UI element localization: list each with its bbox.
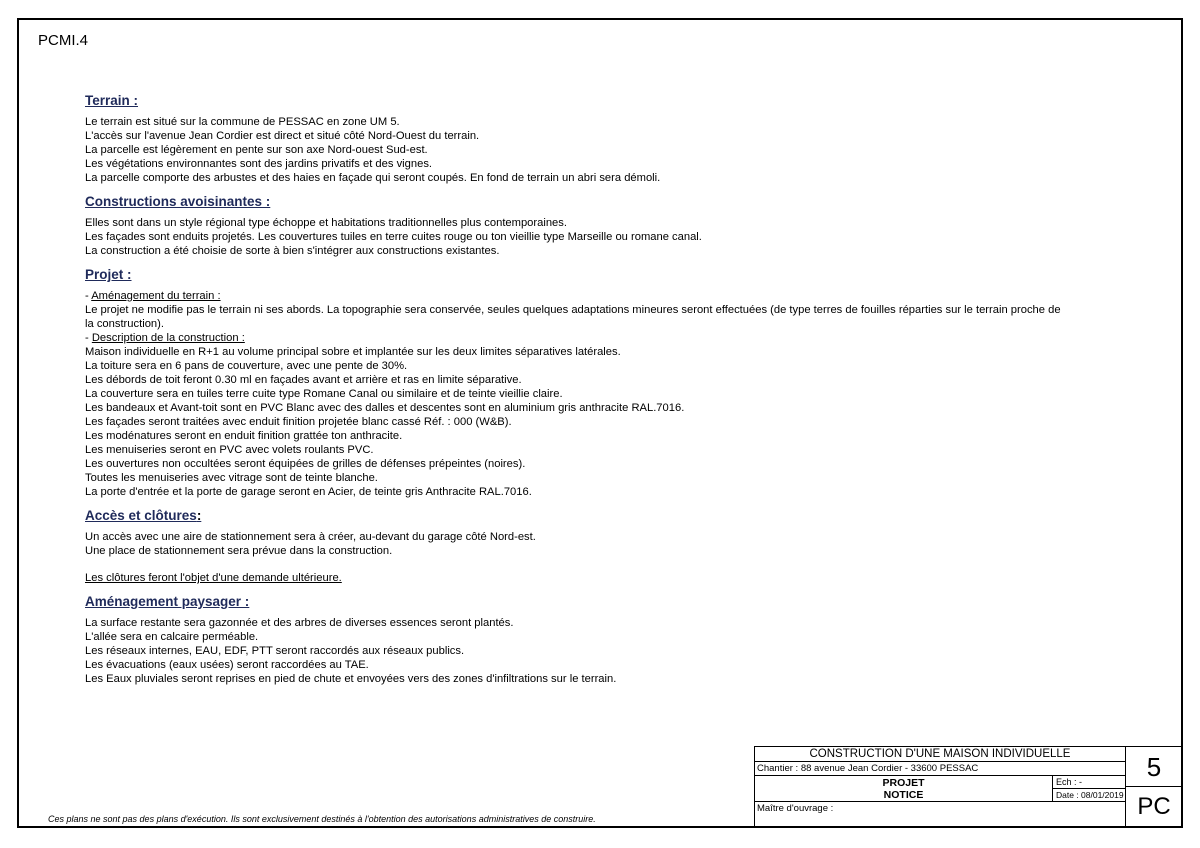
chantier-address: Chantier : 88 avenue Jean Cordier - 33600 PESSAC (755, 762, 1125, 776)
text-line: Les réseaux internes, EAU, EDF, PTT seront raccordés aux réseaux publics. (85, 645, 465, 657)
text-line: Les débords de toit feront 0.30 ml en façades avant et arrière et ras en limite séparative. (85, 374, 522, 386)
text-line: Une place de stationnement sera prévue dans la construction. (85, 545, 393, 557)
text-line: Les bandeaux et Avant-toit sont en PVC Blanc avec des dalles et descentes sont en aluminium gris anthracite RAL.7016. (85, 402, 685, 414)
text-line: Les Eaux pluviales seront reprises en pied de chute et envoyées vers des zones d'infiltrations sur le terrain. (85, 673, 617, 685)
notice-content (85, 93, 1145, 695)
projet-label: PROJET (882, 777, 925, 789)
maitre-ouvrage-label: Maître d'ouvrage : (757, 803, 834, 814)
scale-label: Ech : - (1053, 776, 1125, 789)
text-line: Les façades seront traitées avec enduit finition projetée blanc cassé Réf. : 000 (W&B). (85, 416, 512, 428)
section-acces (85, 508, 1145, 585)
text-line: Les végétations environnantes sont des jardins privatifs et des vignes. (85, 158, 433, 170)
text-line: Le projet ne modifie pas le terrain ni ses abords. La topographie sera conservée, seules quelques adaptations mineures seront effectuées (de type terres de fouilles réparties sur le terrain proche de (85, 304, 1061, 316)
section-body-terrain (85, 115, 1145, 185)
section-terrain (85, 93, 1145, 185)
title-block-main (754, 746, 1126, 828)
section-constructions (85, 194, 1145, 258)
text-line: La toiture sera en 6 pans de couverture, avec une pente de 30%. (85, 360, 408, 372)
text-line: Toutes les menuiseries avec vitrage sont de teinte blanche. (85, 472, 378, 484)
date-label: Date : 08/01/2019 (1056, 790, 1124, 800)
spacer (85, 558, 1145, 571)
subsection-heading (85, 289, 1145, 303)
text-line: Les modénatures seront en enduit finition grattée ton anthracite. (85, 430, 403, 442)
section-body-constructions (85, 216, 1145, 258)
text-line: L'allée sera en calcaire perméable. (85, 631, 259, 643)
section-title-acces (85, 508, 1145, 524)
subsection-title-description: Description de la construction : (91, 332, 245, 344)
subsection-title-amenagement-terrain: Aménagement du terrain : (91, 290, 221, 302)
section-title-projet: Projet : (85, 267, 132, 282)
dash: - (85, 290, 92, 302)
section-body-amenagement-paysager (85, 616, 1145, 686)
title-block-middle (755, 776, 1125, 802)
text-line: la construction). (85, 318, 164, 330)
notice-label: NOTICE (883, 789, 924, 801)
text-line: Les menuiseries seront en PVC avec volets roulants PVC. (85, 444, 374, 456)
text-line: La porte d'entrée et la porte de garage seront en Acier, de teinte gris Anthracite RAL.7016. (85, 486, 532, 498)
section-title-acces-colon: : (196, 508, 202, 523)
sheet-code: PC (1126, 787, 1183, 828)
document-id: PCMI.4 (38, 32, 89, 49)
disclaimer: Ces plans ne sont pas des plans d'exécution. Ils sont exclusivement destinés à l'obtention des autorisations administratives de construire. (48, 814, 596, 824)
section-body-acces (85, 530, 1145, 585)
title-block (754, 746, 1183, 828)
text-line: La surface restante sera gazonnée et des arbres de diverses essences seront plantés. (85, 617, 514, 629)
clotures-note: Les clôtures feront l'objet d'une demande ultérieure. (85, 572, 342, 584)
dash: - (85, 332, 92, 344)
section-title-terrain: Terrain : (85, 93, 139, 108)
text-line: La parcelle est légèrement en pente sur son axe Nord-ouest Sud-est. (85, 144, 428, 156)
subsection-heading (85, 331, 1145, 345)
text-line: Un accès avec une aire de stationnement sera à créer, au-devant du garage côté Nord-est. (85, 531, 536, 543)
project-title: CONSTRUCTION D'UNE MAISON INDIVIDUELLE (755, 747, 1125, 762)
section-amenagement-paysager (85, 594, 1145, 686)
section-body-projet (85, 289, 1145, 499)
text-line: Le terrain est situé sur la commune de PESSAC en zone UM 5. (85, 116, 400, 128)
text-line: Les façades sont enduits projetés. Les couvertures tuiles en terre cuites rouge ou ton vieillie type Marseille ou romane canal. (85, 231, 702, 243)
text-line: Maison individuelle en R+1 au volume principal sobre et implantée sur les deux limites séparatives latérales. (85, 346, 621, 358)
section-projet (85, 267, 1145, 499)
text-line: La couverture sera en tuiles terre cuite type Romane Canal ou similaire et de teinte vieillie claire. (85, 388, 563, 400)
section-title-amenagement-paysager: Aménagement paysager : (85, 594, 250, 609)
text-line: L'accès sur l'avenue Jean Cordier est direct et situé côté Nord-Ouest du terrain. (85, 130, 480, 142)
section-title-acces-text: Accès et clôtures (85, 508, 197, 523)
text-line: La parcelle comporte des arbustes et des haies en façade qui seront coupés. En fond de terrain un abri sera démoli. (85, 172, 661, 184)
section-title-constructions: Constructions avoisinantes : (85, 194, 271, 209)
text-line: La construction a été choisie de sorte à bien s'intégrer aux constructions existantes. (85, 245, 500, 257)
sheet-number: 5 (1126, 746, 1183, 787)
document-type (755, 776, 1053, 802)
text-line: Les ouvertures non occultées seront équipées de grilles de défenses prépeintes (noires). (85, 458, 526, 470)
text-line: Elles sont dans un style régional type échoppe et habitations traditionnelles plus contemporaines. (85, 217, 567, 229)
text-line: Les évacuations (eaux usées) seront raccordées au TAE. (85, 659, 369, 671)
